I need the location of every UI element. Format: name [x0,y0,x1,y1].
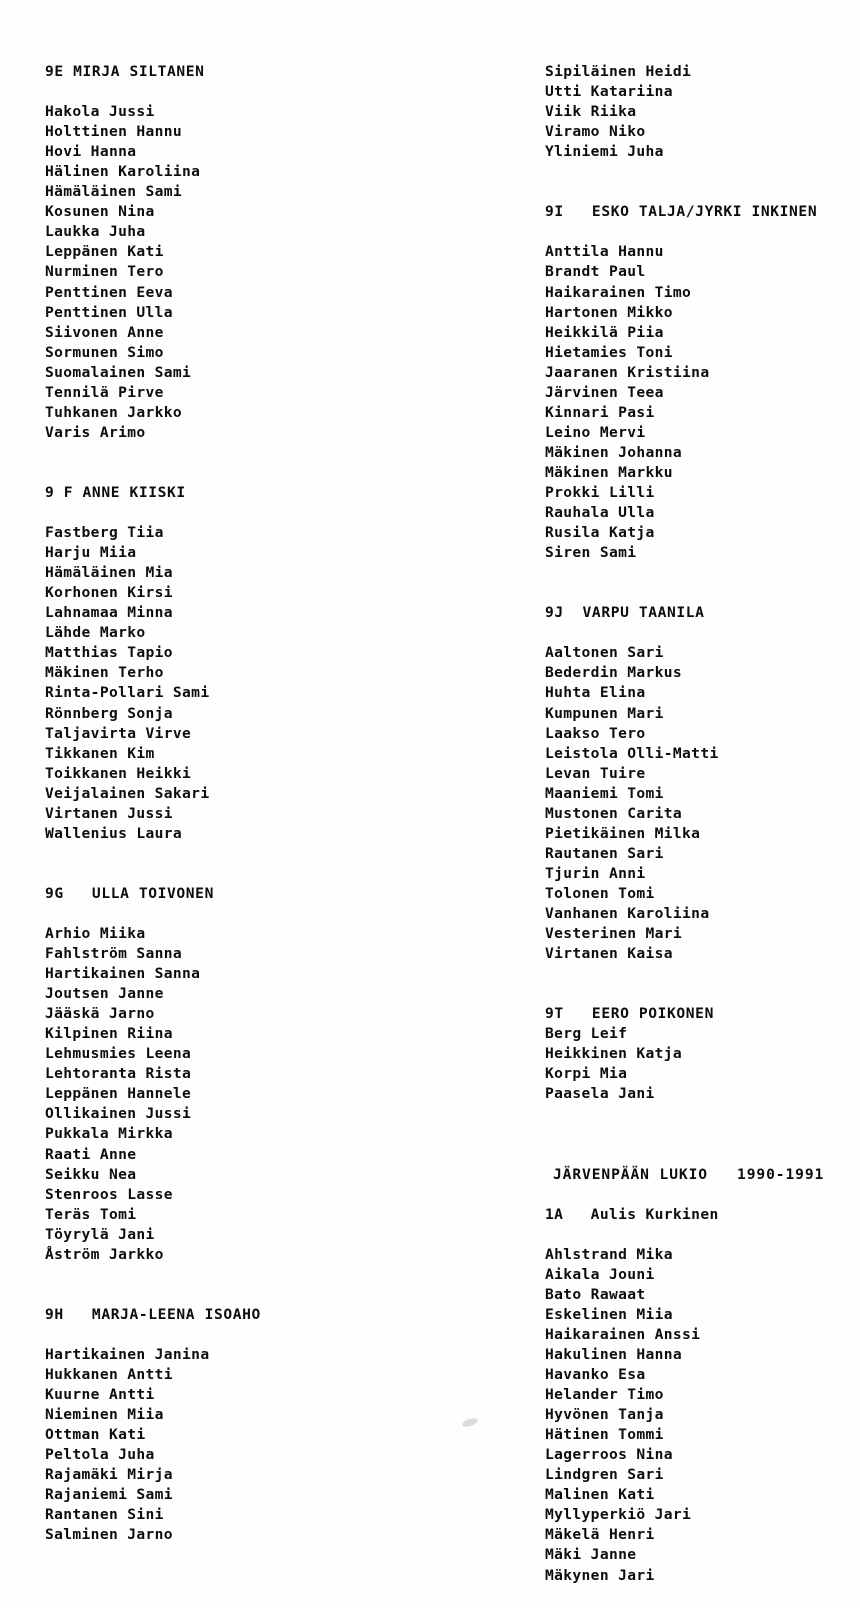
student-name: Hämäläinen Mia [45,564,173,582]
student-name: Veijalainen Sakari [45,784,210,802]
student-name: Stenroos Lasse [45,1185,173,1203]
student-name: Penttinen Eeva [45,283,173,301]
student-name: Rönnberg Sonja [45,704,173,722]
student-name: Kosunen Nina [45,203,155,221]
student-name: Holttinen Hannu [45,123,183,141]
student-name: Sormunen Simo [45,343,164,361]
student-name: Peltola Juha [45,1446,155,1464]
student-name: Myllyperkiö Jari [545,1506,692,1524]
student-name: Mustonen Carita [545,804,683,822]
student-name: Mäkynen Jari [545,1566,655,1584]
line-gap [45,904,515,924]
student-name: Tuhkanen Jarkko [45,403,183,421]
student-name: Suomalainen Sami [45,363,192,381]
student-name: Sipiläinen Heidi [545,63,692,80]
student-name: Lehtoranta Rista [45,1065,192,1083]
student-name: Bato Rawaat [545,1285,646,1303]
student-name: Ottman Kati [45,1426,146,1444]
student-name: Seikku Nea [45,1165,137,1183]
line-gap [45,1325,515,1345]
line-gap [45,503,515,523]
student-name: Vesterinen Mari [545,925,683,943]
student-name: Haikarainen Timo [545,283,692,301]
student-name: Utti Katariina [545,83,673,101]
student-name: Maaniemi Tomi [545,784,664,802]
student-name: Teräs Tomi [45,1205,137,1223]
line-gap [545,1225,860,1245]
student-name: Brandt Paul [545,263,646,281]
student-name: Prokki Lilli [545,483,655,501]
line-gap [545,1185,860,1205]
student-name: Laukka Juha [45,223,146,241]
student-name: Kumpunen Mari [545,704,664,722]
line-gap [545,623,860,643]
student-name: Berg Leif [545,1025,628,1043]
student-name: Eskelinen Miia [545,1305,673,1323]
student-name: Heikkinen Katja [545,1045,683,1063]
line-gap [545,563,860,583]
student-name: Leistola Olli-Matti [545,744,719,762]
line-gap [45,1265,515,1285]
student-name: Hyvönen Tanja [545,1406,664,1424]
student-name: Leino Mervi [545,423,646,441]
student-name: Korpi Mia [545,1065,628,1083]
student-name: Virtanen Jussi [45,804,173,822]
line-gap [545,583,860,603]
student-name: Ahlstrand Mika [545,1245,673,1263]
class-header: 9I ESKO TALJA/JYRKI INKINEN [545,203,818,221]
line-gap [545,1145,860,1165]
student-name: Virtanen Kaisa [545,945,673,963]
student-name: Lahnamaa Minna [45,604,173,622]
student-name: Paasela Jani [545,1085,655,1103]
student-name: Hukkanen Antti [45,1366,173,1384]
student-name: Tikkanen Kim [45,744,155,762]
student-name: Rantanen Sini [45,1506,164,1524]
class-header: 9E MIRJA SILTANEN [45,63,205,80]
student-name: Nurminen Tero [45,263,164,281]
student-name: Hartikainen Janina [45,1346,210,1363]
line-gap [45,443,515,463]
student-name: Siivonen Anne [45,323,164,341]
student-name: Harju Miia [45,544,137,562]
student-name: Vanhanen Karoliina [545,904,710,922]
school-title: JÄRVENPÄÄN LUKIO 1990-1991 [553,1165,825,1183]
class-header: 1A Aulis Kurkinen [545,1205,719,1223]
line-gap [545,1124,860,1144]
line-gap [545,222,860,242]
student-name: Penttinen Ulla [45,303,173,321]
line-gap [45,463,515,483]
student-name: Matthias Tapio [45,644,173,662]
student-name: Järvinen Teea [545,383,664,401]
student-name: Raati Anne [45,1145,137,1163]
student-name: Hätinen Tommi [545,1426,664,1444]
student-name: Fahlström Sanna [45,945,183,963]
student-name: Rauhala Ulla [545,504,655,522]
class-header: 9T EERO POIKONEN [545,1005,714,1023]
student-name: Malinen Kati [545,1486,655,1504]
class-header: 9G ULLA TOIVONEN [45,884,214,902]
student-name: Levan Tuire [545,764,646,782]
line-gap [45,844,515,864]
student-name: Toikkanen Heikki [45,764,192,782]
class-header: 9J VARPU TAANILA [545,604,705,622]
student-name: Pukkala Mirkka [45,1125,173,1143]
line-gap [545,964,860,984]
student-name: Mäki Janne [545,1546,637,1564]
student-name: Korhonen Kirsi [45,584,173,602]
student-name: Mäkinen Johanna [545,443,683,461]
student-name: Viik Riika [545,103,637,121]
student-name: Kuurne Antti [45,1386,155,1404]
student-name: Bederdin Markus [545,664,683,682]
student-name: Pietikäinen Milka [545,824,701,842]
student-name: Yliniemi Juha [545,143,664,161]
student-name: Jääskä Jarno [45,1005,155,1023]
student-name: Ollikainen Jussi [45,1105,192,1123]
student-name: Mäkinen Markku [545,463,673,481]
line-gap [545,1104,860,1124]
student-name: Jaaranen Kristiina [545,363,710,381]
student-name: Varis Arimo [45,423,146,441]
student-name: Heikkilä Piia [545,323,664,341]
student-name: Huhta Elina [545,684,646,702]
student-name: Hovi Hanna [45,143,137,161]
student-name: Havanko Esa [545,1366,646,1384]
student-name: Nieminen Miia [45,1406,164,1424]
student-name: Hietamies Toni [545,343,673,361]
right-column [545,62,860,1586]
student-name: Mäkelä Henri [545,1526,655,1544]
line-gap [545,182,860,202]
student-name: Rautanen Sari [545,844,664,862]
student-name: Arhio Miika [45,925,146,943]
class-header: 9H MARJA-LEENA ISOAHO [45,1305,261,1323]
student-name: Töyrylä Jani [45,1225,155,1243]
student-name: Mäkinen Terho [45,664,164,682]
student-name: Rajamäki Mirja [45,1466,173,1484]
student-name: Hartonen Mikko [545,303,673,321]
class-header: 9 F ANNE KIISKI [45,483,186,501]
left-column [45,62,515,1545]
student-name: Aaltonen Sari [545,644,664,662]
student-name: Wallenius Laura [45,824,183,842]
student-name: Viramo Niko [545,123,646,141]
student-name: Leppänen Kati [45,243,164,261]
student-name: Aikala Jouni [545,1265,655,1283]
student-name: Laakso Tero [545,724,646,742]
student-name: Tolonen Tomi [545,884,655,902]
student-name: Siren Sami [545,544,637,562]
student-name: Salminen Jarno [45,1526,173,1544]
student-name: Hämäläinen Sami [45,183,183,201]
student-name: Rinta-Pollari Sami [45,684,210,702]
student-name: Haikarainen Anssi [545,1325,701,1343]
student-name: Kilpinen Riina [45,1025,173,1043]
line-gap [45,1285,515,1305]
student-name: Anttila Hannu [545,243,664,261]
student-name: Taljavirta Virve [45,724,192,742]
student-name: Åström Jarkko [45,1245,164,1263]
student-name: Lindgren Sari [545,1466,664,1484]
student-name: Rajaniemi Sami [45,1486,173,1504]
student-name: Fastberg Tiia [45,524,164,542]
student-name: Hakulinen Hanna [545,1346,683,1363]
line-gap [45,864,515,884]
student-name: Tennilä Pirve [45,383,164,401]
student-name: Hälinen Karoliina [45,163,201,181]
student-name: Joutsen Janne [45,985,164,1003]
student-name: Hakola Jussi [45,103,155,121]
student-name: Kinnari Pasi [545,403,655,421]
student-name: Helander Timo [545,1386,664,1404]
line-gap [45,82,515,102]
student-name: Hartikainen Sanna [45,965,201,983]
student-name: Lehmusmies Leena [45,1045,192,1063]
student-name: Lagerroos Nina [545,1446,673,1464]
student-name: Lähde Marko [45,624,146,642]
line-gap [545,162,860,182]
student-name: Leppänen Hannele [45,1085,192,1103]
student-name: Tjurin Anni [545,864,646,882]
student-name: Rusila Katja [545,524,655,542]
line-gap [545,984,860,1004]
